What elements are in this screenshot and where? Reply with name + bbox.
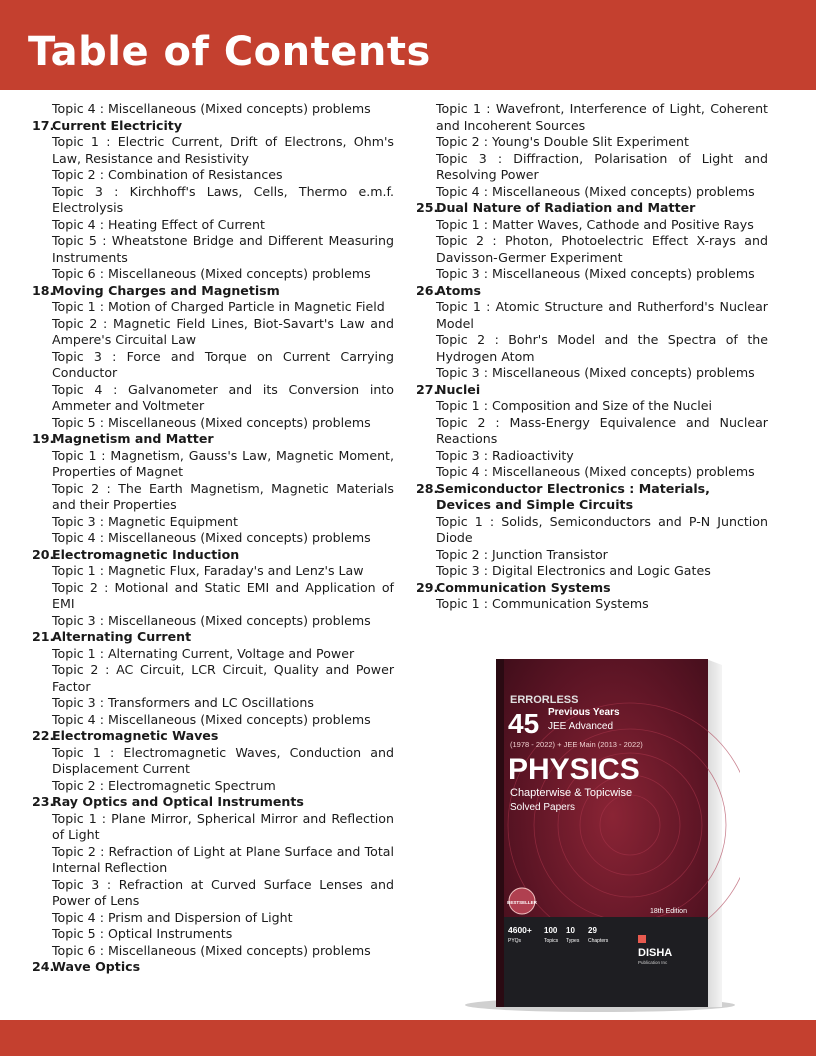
chapter-number: 18. <box>32 282 55 298</box>
topic-item: Topic 4 : Miscellaneous (Mixed concepts) problems <box>52 530 371 545</box>
chapter-entry <box>32 728 394 794</box>
publisher-name: DISHA <box>638 947 673 959</box>
topic-item: Topic 4 : Miscellaneous (Mixed concepts) problems <box>436 183 755 199</box>
topic-item: Topic 4 : Miscellaneous (Mixed concepts) problems <box>52 711 371 727</box>
chapter-entry <box>416 382 768 481</box>
chapter-number: 22. <box>32 728 55 743</box>
topic-item: Topic 1 : Alternating Current, Voltage and Power <box>52 645 355 661</box>
chapter-entry <box>32 959 394 976</box>
chapter-entry <box>32 118 394 283</box>
topic-item: Topic 5 : Miscellaneous (Mixed concepts) problems <box>52 414 371 430</box>
topic-item: Topic 3 : Magnetic Equipment <box>52 513 238 529</box>
book-brand: ERRORLESS <box>510 694 579 706</box>
chapter-title: Dual Nature of Radiation and Matter <box>436 200 696 215</box>
chapter-entry <box>32 794 394 959</box>
chapter-entry <box>32 431 394 547</box>
chapter-heading <box>32 959 394 976</box>
book-spine <box>496 659 504 1007</box>
chapter-number: 21. <box>32 629 55 644</box>
chapter-heading <box>32 431 394 448</box>
chapter-title: Current Electricity <box>52 117 183 133</box>
topic-item: Topic 1 : Communication Systems <box>436 596 649 611</box>
topic-item: Topic 1 : Composition and Size of the Nuclei <box>436 398 713 413</box>
topic-item: Topic 3 : Miscellaneous (Mixed concepts) problems <box>436 266 755 281</box>
topic-item: Topic 1 : Wavefront, Interference of Light, Coherent and Incoherent Sources <box>436 101 768 133</box>
chapter-entry <box>416 283 768 382</box>
stat-label: Chapters <box>588 938 609 944</box>
stat-value: 10 <box>566 926 575 935</box>
chapter-heading <box>32 283 394 300</box>
chapter-title: Alternating Current <box>52 629 192 644</box>
chapter-list <box>416 200 768 613</box>
chapter-entry <box>32 629 394 728</box>
header-banner <box>0 0 816 90</box>
book-cover-image <box>460 655 740 1015</box>
topic-item: Topic 6 : Miscellaneous (Mixed concepts) problems <box>52 942 371 958</box>
topic-item: Topic 3 : Refraction at Curved Surface Lenses and Power of Lens <box>52 876 394 908</box>
book-years-line: (1978 - 2022) + JEE Main (2013 - 2022) <box>510 740 643 749</box>
book-subject: PHYSICS <box>508 753 640 786</box>
topic-item: Topic 2 : Combination of Resistances <box>52 167 283 182</box>
footer-banner <box>0 1020 816 1056</box>
topic-item: Topic 2 : Electromagnetic Spectrum <box>52 777 276 793</box>
chapter-list <box>32 118 394 976</box>
book-bottom-band <box>504 917 708 1007</box>
topic-item: Topic 3 : Miscellaneous (Mixed concepts) problems <box>436 365 755 380</box>
topic-item: Topic 3 : Radioactivity <box>436 447 574 463</box>
book-subtitle-2: Solved Papers <box>510 802 576 813</box>
chapter-title: Moving Charges and Magnetism <box>52 282 280 298</box>
chapter-number: 25. <box>416 200 439 215</box>
topic-item: Topic 1 : Solids, Semiconductors and P-N Junction Diode <box>436 513 768 545</box>
topic-item: Topic 3 : Digital Electronics and Logic Gates <box>436 563 711 578</box>
topic-item: Topic 4 : Galvanometer and its Conversion into Ammeter and Voltmeter <box>52 381 394 413</box>
chapter-heading <box>32 629 394 646</box>
chapter-title: Atoms <box>436 282 482 298</box>
topic-item: Topic 2 : AC Circuit, LCR Circuit, Quality and Power Factor <box>52 662 394 694</box>
toc-left-column <box>32 101 394 976</box>
topic-item: Topic 1 : Motion of Charged Particle in Magnetic Field <box>52 299 385 314</box>
topic-item: Topic 1 : Magnetic Flux, Faraday's and Lenz's Law <box>52 563 364 578</box>
chapter-entry <box>416 200 768 283</box>
chapter-title: Communication Systems <box>436 579 611 595</box>
topic-item: Topic 4 : Heating Effect of Current <box>52 216 265 232</box>
topic-item: Topic 2 : The Earth Magnetism, Magnetic Materials and their Properties <box>52 480 394 512</box>
book-pages-edge <box>706 659 722 1007</box>
book-big-number: 45 <box>508 708 540 739</box>
chapter-title: Semiconductor Electronics : Materials, Devices and Simple Circuits <box>436 480 710 512</box>
topic-item: Topic 3 : Kirchhoff's Laws, Cells, Thermo e.m.f. Electrolysis <box>52 183 394 215</box>
topic-item: Topic 3 : Transformers and LC Oscillations <box>52 695 314 710</box>
topic-item: Topic 3 : Force and Torque on Current Carrying Conductor <box>52 348 394 380</box>
topic-item: Topic 1 : Electromagnetic Waves, Conduction and Displacement Current <box>52 744 394 776</box>
chapter-title: Electromagnetic Induction <box>52 546 240 562</box>
chapter-heading <box>416 382 768 399</box>
chapter-title: Magnetism and Matter <box>52 431 214 446</box>
chapter-number: 24. <box>32 959 55 974</box>
chapter-title: Ray Optics and Optical Instruments <box>52 794 304 809</box>
topic-item: Topic 2 : Refraction of Light at Plane Surface and Total Internal Reflection <box>52 843 394 875</box>
topic-item: Topic 1 : Atomic Structure and Rutherford's Nuclear Model <box>436 299 768 331</box>
continued-topic: Topic 4 : Miscellaneous (Mixed concepts) problems <box>52 101 371 116</box>
topic-item: Topic 3 : Diffraction, Polarisation of Light and Resolving Power <box>436 150 768 182</box>
chapter-number: 23. <box>32 794 55 809</box>
chapter-entry <box>32 547 394 630</box>
stat-value: 29 <box>588 926 597 935</box>
topic-item: Topic 1 : Magnetism, Gauss's Law, Magnetic Moment, Properties of Magnet <box>52 447 394 479</box>
chapter-heading <box>32 794 394 811</box>
chapter-number: 20. <box>32 546 55 562</box>
chapter-entry <box>416 580 768 613</box>
topic-item: Topic 5 : Wheatstone Bridge and Different Measuring Instruments <box>52 233 394 265</box>
book-edition: 18th Edition <box>650 908 687 915</box>
book-subtitle-1: Chapterwise & Topicwise <box>510 787 633 799</box>
stat-label: PYQs <box>508 938 522 944</box>
page-title: Table of Contents <box>28 29 431 75</box>
topic-item: Topic 2 : Bohr's Model and the Spectra of the Hydrogen Atom <box>436 332 768 364</box>
chapter-heading <box>416 283 768 300</box>
stat-value: 100 <box>544 926 558 935</box>
topic-item: Topic 1 : Electric Current, Drift of Electrons, Ohm's Law, Resistance and Resistivity <box>52 134 394 166</box>
chapter-number: 29. <box>416 579 439 595</box>
chapter-heading <box>32 728 394 745</box>
chapter-heading <box>416 580 768 597</box>
chapter-number: 19. <box>32 431 55 446</box>
topic-item: Topic 2 : Young's Double Slit Experiment <box>436 134 689 149</box>
chapter-title: Wave Optics <box>52 959 141 974</box>
topic-item: Topic 2 : Magnetic Field Lines, Biot-Savart's Law and Ampere's Circuital Law <box>52 315 394 347</box>
topic-item: Topic 4 : Miscellaneous (Mixed concepts) problems <box>436 464 755 479</box>
topic-item: Topic 3 : Miscellaneous (Mixed concepts) problems <box>52 612 371 628</box>
topic-item: Topic 2 : Motional and Static EMI and Application of EMI <box>52 579 394 611</box>
chapter-heading <box>32 118 394 135</box>
toc-right-column <box>416 101 768 613</box>
bestseller-label: BESTSELLER <box>507 900 537 905</box>
chapter-number: 17. <box>32 117 55 133</box>
chapter-title: Electromagnetic Waves <box>52 728 219 743</box>
stat-label: Topics <box>544 938 559 944</box>
chapter-heading <box>416 200 768 217</box>
topic-item: Topic 6 : Miscellaneous (Mixed concepts) problems <box>52 266 371 281</box>
chapter-number: 28. <box>416 480 439 496</box>
continued-topic-list <box>416 101 768 200</box>
topic-item: Topic 2 : Mass-Energy Equivalence and Nuclear Reactions <box>436 414 768 446</box>
stat-value: 4600+ <box>508 925 532 935</box>
chapter-entry <box>416 481 768 580</box>
chapter-heading <box>416 481 768 514</box>
stat-label: Types <box>566 938 580 944</box>
publisher-sub: Publication Inc <box>638 960 668 965</box>
topic-item: Topic 1 : Matter Waves, Cathode and Positive Rays <box>436 216 754 232</box>
topic-item: Topic 2 : Junction Transistor <box>436 546 608 562</box>
chapter-number: 26. <box>416 282 439 298</box>
chapter-entry <box>32 283 394 432</box>
book-exam: JEE Advanced <box>548 721 614 732</box>
topic-item: Topic 1 : Plane Mirror, Spherical Mirror and Reflection of Light <box>52 810 394 842</box>
chapter-number: 27. <box>416 381 439 397</box>
topic-item: Topic 5 : Optical Instruments <box>52 926 233 941</box>
chapter-title: Nuclei <box>436 381 481 397</box>
book-previous-years: Previous Years <box>548 707 620 718</box>
topic-item: Topic 4 : Prism and Dispersion of Light <box>52 909 293 925</box>
chapter-heading <box>32 547 394 564</box>
book-cover-graphic <box>460 655 740 1015</box>
topic-item: Topic 2 : Photon, Photoelectric Effect X-rays and Davisson-Germer Experiment <box>436 233 768 265</box>
